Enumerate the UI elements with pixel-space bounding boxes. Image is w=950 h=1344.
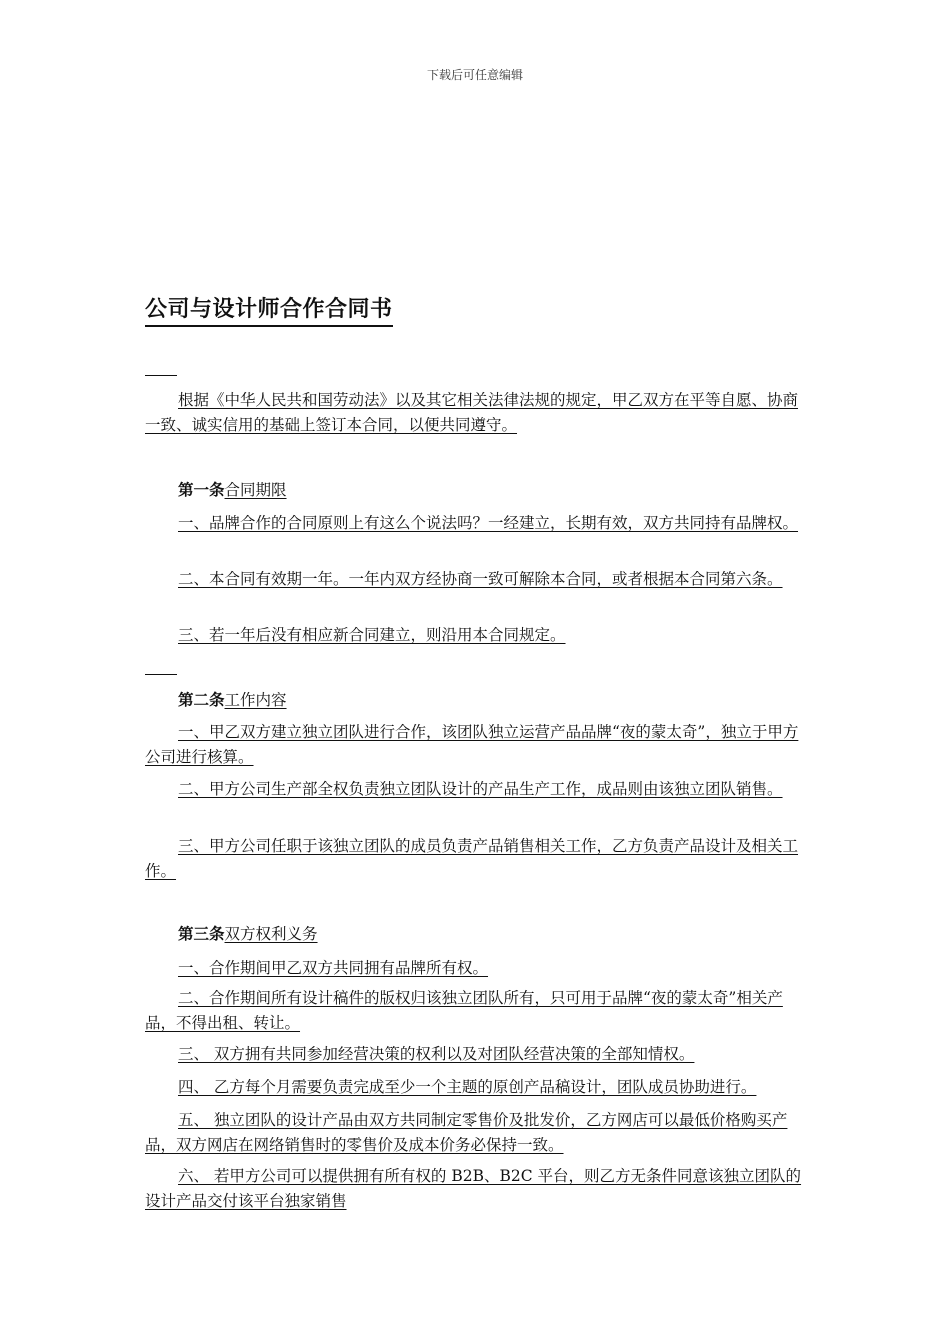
clause-text: 一、品牌合作的合同原则上有这么个说法吗？一经建立，长期有效，双方共同持有品牌权。 (178, 514, 799, 532)
clause (145, 1042, 813, 1067)
clause (145, 1075, 813, 1100)
article-2-heading (178, 688, 287, 713)
clause (145, 834, 813, 884)
preamble-paragraph (145, 388, 813, 438)
document-title: 公司与设计师合作合同书 (145, 296, 393, 327)
article-number: 第三条 (178, 925, 225, 943)
divider (145, 375, 177, 376)
clause-text: 三、若一年后没有相应新合同建立，则沿用本合同规定。 (178, 626, 566, 644)
clause (145, 956, 813, 981)
clause-text: 一、合作期间甲乙双方共同拥有品牌所有权。 (178, 959, 489, 977)
article-name: 工作内容 (224, 691, 287, 709)
clause-text: 二、合作期间所有设计稿件的版权归该独立团队所有，只可用于品牌“夜的蒙太奇”相关产品，不得出租、转让。 (145, 989, 783, 1032)
article-3-heading (178, 922, 318, 947)
divider (145, 674, 177, 675)
article-name: 双方权利义务 (224, 925, 318, 943)
clause-text: 四、 乙方每个月需要负责完成至少一个主题的原创产品稿设计，团队成员协助进行。 (178, 1078, 757, 1096)
article-name: 合同期限 (224, 481, 287, 499)
clause-text: 六、 若甲方公司可以提供拥有所有权的 B2B、B2C 平台，则乙方无条件同意该独立团队的设计产品交付该平台独家销售 (145, 1167, 802, 1210)
clause (145, 511, 813, 536)
clause-text: 二、甲方公司生产部全权负责独立团队设计的产品生产工作，成品则由该独立团队销售。 (178, 780, 783, 798)
clause (145, 720, 813, 770)
page-header-note: 下载后可任意编辑 (426, 68, 523, 82)
article-number: 第二条 (178, 691, 225, 709)
clause-text: 二、本合同有效期一年。一年内双方经协商一致可解除本合同，或者根据本合同第六条。 (178, 570, 783, 588)
clause (145, 1108, 813, 1158)
clause (145, 567, 813, 592)
preamble-text: 根据《中华人民共和国劳动法》以及其它相关法律法规的规定，甲乙双方在平等自愿、协商一致、诚实信用的基础上签订本合同，以便共同遵守。 (145, 391, 799, 434)
article-1-heading (178, 478, 287, 503)
clause-text: 五、 独立团队的设计产品由双方共同制定零售价及批发价，乙方网店可以最低价格购买产品，双方网店在网络销售时的零售价及成本价务必保持一致。 (145, 1111, 788, 1154)
clause (145, 986, 813, 1036)
clause (145, 777, 813, 802)
clause (145, 1164, 813, 1214)
clause (145, 623, 813, 648)
clause-text: 三、 双方拥有共同参加经营决策的权利以及对团队经营决策的全部知情权。 (178, 1045, 695, 1063)
clause-text: 一、甲乙双方建立独立团队进行合作，该团队独立运营产品品牌“夜的蒙太奇”，独立于甲方公司进行核算。 (145, 723, 799, 766)
article-number: 第一条 (178, 481, 225, 499)
clause-text: 三、甲方公司任职于该独立团队的成员负责产品销售相关工作，乙方负责产品设计及相关工作。 (145, 837, 799, 880)
